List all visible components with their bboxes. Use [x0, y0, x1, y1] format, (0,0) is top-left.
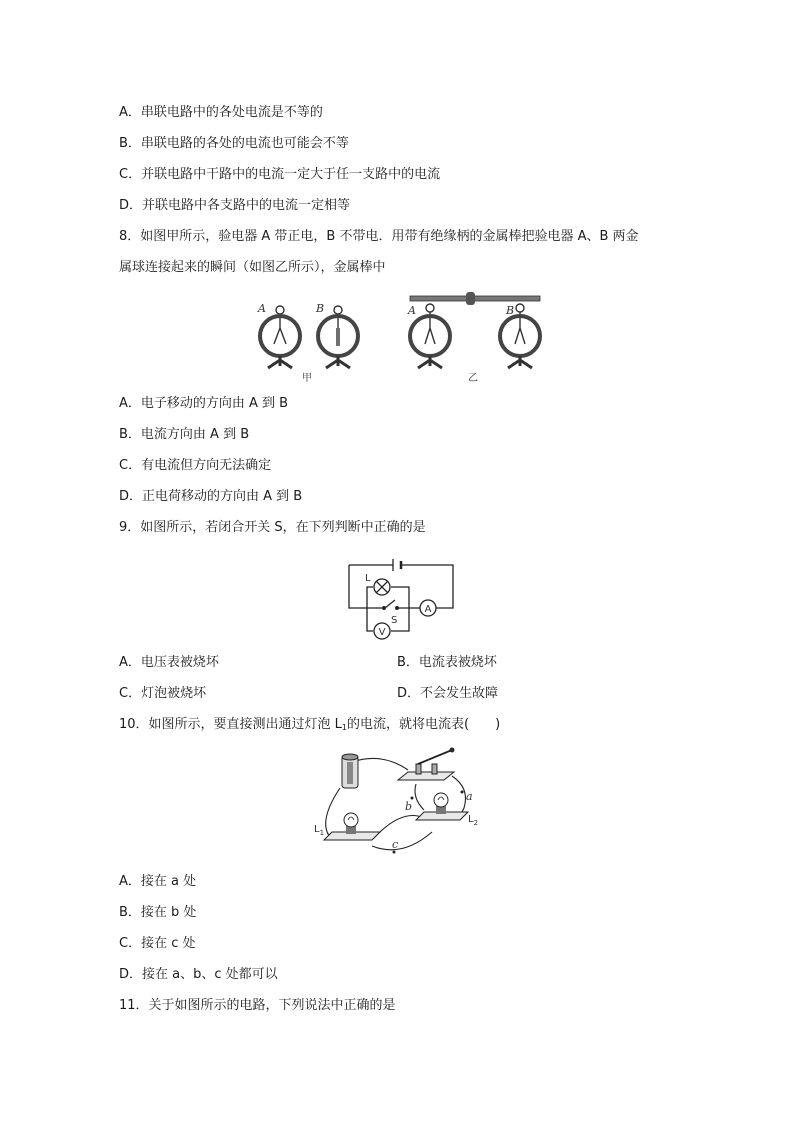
- q8-option-d[interactable]: D．正电荷移动的方向由 A 到 B: [119, 489, 303, 504]
- label-a-jia: A: [258, 302, 266, 315]
- q10-option-d[interactable]: D．接在 a、b、c 处都可以: [119, 967, 278, 982]
- q10-stem-pre: 10．如图所示，要直接测出通过灯泡 L: [119, 717, 342, 732]
- q10-circuit-figure: [312, 748, 492, 860]
- l1-label: $L_1$: [314, 824, 325, 837]
- lamp-label: L: [365, 573, 371, 584]
- lamp-icon: [374, 579, 390, 595]
- wire-b: [415, 784, 424, 810]
- electroscope-a-jia: [260, 306, 300, 368]
- q10-option-c[interactable]: C．接在 c 处: [119, 936, 196, 951]
- q10-option-a[interactable]: A．接在 a 处: [119, 874, 197, 889]
- knife-switch-icon: [398, 748, 454, 780]
- q7-option-b[interactable]: B．串联电路的各处的电流也可能会不等: [119, 136, 349, 151]
- switch-label: S: [391, 615, 398, 626]
- voltmeter-label: V: [378, 627, 386, 638]
- ammeter-label: A: [424, 604, 432, 615]
- q9-option-d[interactable]: D．不会发生故障: [397, 686, 499, 701]
- q9-option-c[interactable]: C．灯泡被烧坏: [119, 686, 207, 701]
- q9-stem: 9．如图所示，若闭合开关 S，在下列判断中正确的是: [119, 520, 426, 535]
- q9-option-a[interactable]: A．电压表被烧坏: [119, 655, 219, 670]
- label-a-yi: A: [408, 304, 416, 317]
- caption-yi: 乙: [468, 373, 478, 384]
- bulb-l1-icon: [324, 813, 380, 840]
- metal-rod: [410, 292, 540, 305]
- q7-option-d[interactable]: D．并联电路中各支路中的电流一定相等: [119, 198, 351, 213]
- electroscope-a-yi: [410, 304, 450, 368]
- q10-stem-sub: 1: [341, 723, 348, 732]
- q8-option-a[interactable]: A．电子移动的方向由 A 到 B: [119, 396, 289, 411]
- l2-label: $L_2$: [468, 814, 479, 827]
- q7-option-a[interactable]: A．串联电路中的各处电流是不等的: [119, 105, 323, 120]
- q8-option-b[interactable]: B．电流方向由 A 到 B: [119, 427, 250, 442]
- q11-stem: 11．关于如图所示的电路，下列说法中正确的是: [119, 998, 396, 1013]
- ammeter-icon: [420, 600, 436, 616]
- battery-icon: [342, 754, 358, 788]
- q9-circuit-diagram: [345, 553, 457, 639]
- q8-option-c[interactable]: C．有电流但方向无法确定: [119, 458, 272, 473]
- q10-stem-post: 的电流，就将电流表( ): [347, 717, 501, 732]
- q10-stem: [119, 717, 500, 736]
- label-b-jia: B: [316, 302, 325, 315]
- point-b-label: b: [405, 800, 413, 813]
- q10-option-b[interactable]: B．接在 b 处: [119, 905, 197, 920]
- q7-option-c[interactable]: C．并联电路中干路中的电流一定大于任一支路中的电流: [119, 167, 441, 182]
- caption-jia: 甲: [302, 373, 312, 384]
- q8-stem-line2: 属球连接起来的瞬间（如图乙所示），金属棒中: [119, 260, 386, 275]
- label-b-yi: B: [506, 304, 515, 317]
- wire-battery-l1: [326, 788, 346, 839]
- point-a-label: a: [466, 790, 473, 803]
- q9-option-b[interactable]: B．电流表被烧坏: [397, 655, 497, 670]
- wire-l1-l2-bottom: [372, 832, 432, 850]
- q8-stem-line1: 8．如图甲所示，验电器 A 带正电，B 不带电．用带有绝缘柄的金属棒把验电器 A、B 两金: [119, 229, 639, 244]
- electroscope-b-jia: [318, 306, 358, 368]
- wire-battery-switch: [352, 758, 408, 770]
- bulb-l2-icon: [416, 793, 468, 820]
- point-c-label: c: [392, 838, 399, 851]
- q8-electroscope-figure: [250, 288, 550, 384]
- voltmeter-icon: [374, 623, 390, 639]
